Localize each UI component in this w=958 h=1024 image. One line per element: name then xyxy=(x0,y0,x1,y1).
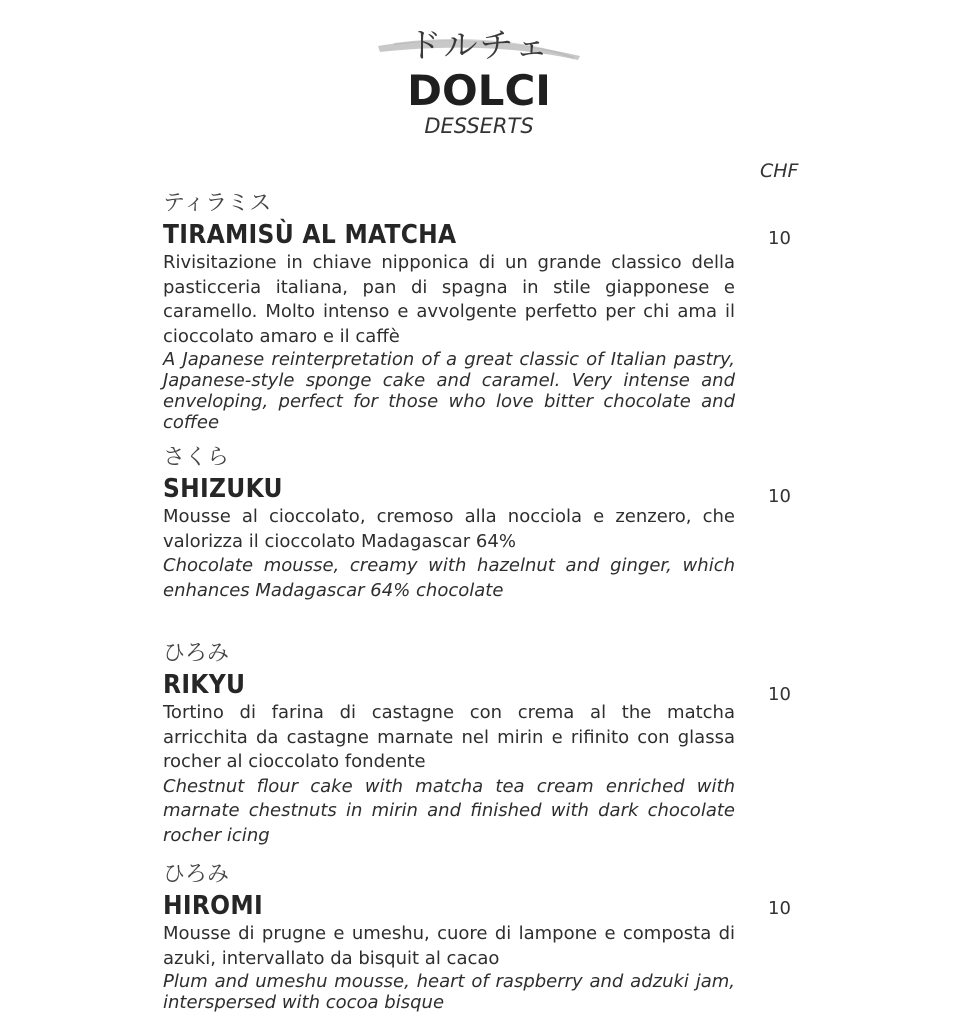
item-name: RIKYU xyxy=(163,670,246,700)
item-japanese-name: ひろみ xyxy=(163,641,230,666)
currency-label: CHF xyxy=(760,160,799,182)
menu-item xyxy=(163,189,735,433)
item-description-italian: Mousse al cioccolato, cremoso alla nocciola e zenzero, che valorizza il cioccolato Madagascar 64% xyxy=(163,506,735,552)
item-description-english: Chocolate mousse, creamy with hazelnut and ginger, which enhances Madagascar 64% chocolate xyxy=(163,555,735,601)
item-price: 10 xyxy=(768,486,791,507)
item-description-italian: Mousse di prugne e umeshu, cuore di lampone e composta di azuki, intervallato da bisquit al cacao xyxy=(163,923,735,969)
item-description-italian: Tortino di farina di castagne con crema al the matcha arricchita da castagne marnate nel mirin e rifinito con glassa rocher al cioccolato fondente xyxy=(163,702,735,772)
menu-item xyxy=(163,860,735,1013)
item-price: 10 xyxy=(768,228,791,249)
japanese-title: ドルチェ xyxy=(407,26,551,66)
item-description-english: A Japanese reinterpretation of a great classic of Italian pastry, Japanese-style sponge cake and caramel. Very intense and enveloping, perfect for those who love bitter chocolate and coffee xyxy=(163,349,735,433)
menu-item xyxy=(163,443,735,603)
menu-item xyxy=(163,639,735,848)
item-japanese-name: ひろみ xyxy=(163,862,230,887)
item-japanese-name: ティラミス xyxy=(163,191,272,216)
item-description-english: Plum and umeshu mousse, heart of raspberry and adzuki jam, interspersed with cocoa bisque xyxy=(163,971,735,1013)
item-description-italian: Rivisitazione in chiave nipponica di un grande classico della pasticceria italiana, pan di spagna in stile giapponese e caramello. Molto intenso e avvolgente perfetto per chi ama il cioccolato amaro e il caffè xyxy=(163,252,735,347)
item-name: HIROMI xyxy=(163,891,263,921)
page-subtitle: DESSERTS xyxy=(424,114,534,138)
page-title: DOLCI xyxy=(407,66,551,115)
item-name: TIRAMISÙ AL MATCHA xyxy=(163,220,457,250)
item-japanese-name: さくら xyxy=(163,445,230,470)
item-name: SHIZUKU xyxy=(163,474,283,504)
item-price: 10 xyxy=(768,898,791,919)
item-description-english: Chestnut flour cake with matcha tea cream enriched with marnate chestnuts in mirin and finished with dark chocolate rocher icing xyxy=(163,775,735,846)
item-price: 10 xyxy=(768,684,791,705)
